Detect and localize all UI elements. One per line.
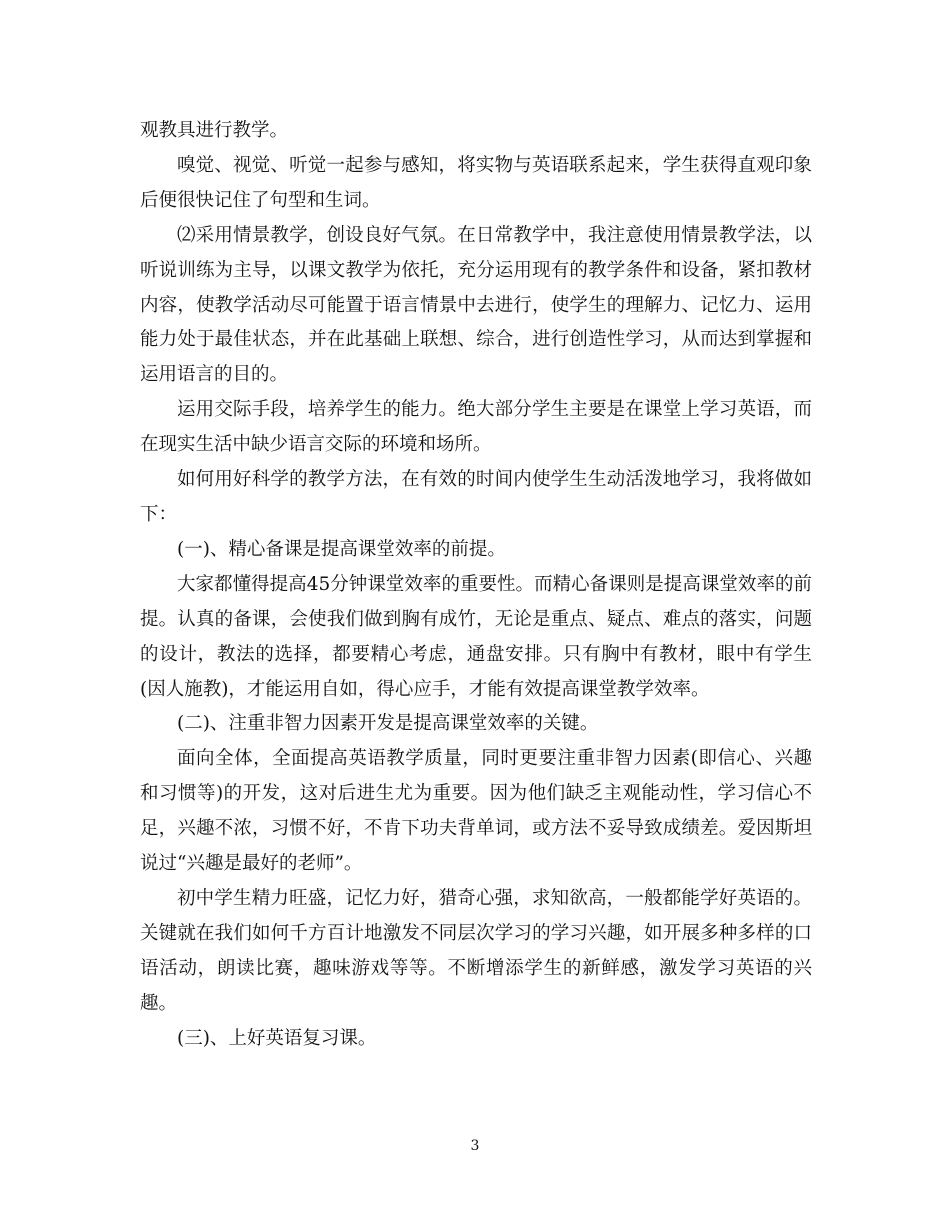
section-heading: (二)、注重非智力因素开发是提高课堂效率的关键。 <box>177 713 599 735</box>
paragraph: 大家都懂得提高45分钟课堂效率的重要性。而精心备课则是提高课堂效率的前提。认真的备课，会使我们做到胸有成竹，无论是重点、疑点、难点的落实，问题的设计，教法的选择，都要精心考虑，通盘安排。只有胸中有教材，眼中有学生(因人施教)，才能运用自如，得心应手，才能有效提高课堂教学效率。 <box>140 573 812 700</box>
paragraph: 面向全体，全面提高英语教学质量，同时更要注重非智力因素(即信心、兴趣和习惯等)的开发，这对后进生尤为重要。因为他们缺乏主观能动性，学习信心不足，兴趣不浓，习惯不好，不肯下功夫背单词，或方法不妥导致成绩差。爱因斯坦说过“兴趣是最好的老师”。 <box>140 748 812 875</box>
section-heading: (三)、上好英语复习课。 <box>177 1027 377 1049</box>
paragraph: 观教具进行教学。 <box>140 120 289 141</box>
page-number: 3 <box>470 1138 480 1154</box>
document-body <box>140 114 812 1056</box>
paragraph: 初中学生精力旺盛，记忆力好，猎奇心强，求知欲高，一般都能学好英语的。关键就在我们如何千方百计地激发不同层次学习的学习兴趣，如开展多种多样的口语活动，朗读比赛，趣味游戏等等。不断增添学生的新鲜感，激发学习英语的兴趣。 <box>140 887 812 1014</box>
section-heading: (一)、精心备课是提高课堂效率的前提。 <box>177 538 506 560</box>
paragraph: 嗅觉、视觉、听觉一起参与感知，将实物与英语联系起来，学生获得直观印象后便很快记住了句型和生词。 <box>140 154 812 211</box>
paragraph: 如何用好科学的教学方法，在有效的时间内使学生生动活泼地学习，我将做如下： <box>140 469 812 525</box>
paragraph: 运用交际手段，培养学生的能力。绝大部分学生主要是在课堂上学习英语，而在现实生活中缺少语言交际的环境和场所。 <box>140 399 812 456</box>
paragraph: ⑵采用情景教学，创设良好气氛。在日常教学中，我注意使用情景教学法，以听说训练为主导，以课文教学为依托，充分运用现有的教学条件和设备，紧扣教材内容，使教学活动尽可能置于语言情景中去进行，使学生的理解力、记忆力、运用能力处于最佳状态，并在此基础上联想、综合，进行创造性学习，从而达到掌握和运用语言的目的。 <box>140 224 812 386</box>
